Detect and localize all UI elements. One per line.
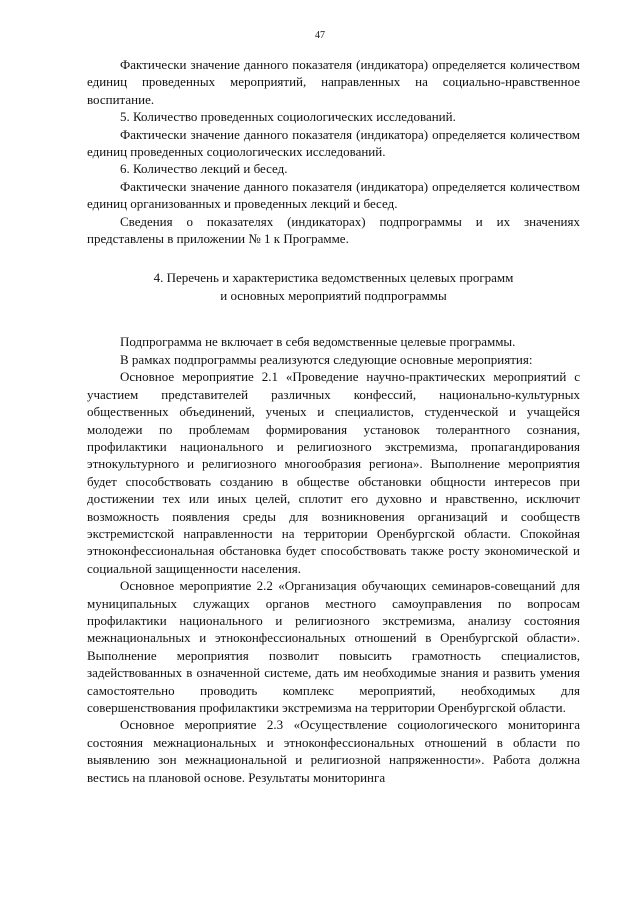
list-item-6: 6. Количество лекций и бесед. bbox=[120, 161, 288, 177]
section-heading-line-1: 4. Перечень и характеристика ведомственных целевых программ bbox=[153, 270, 514, 286]
page-number: 47 bbox=[315, 30, 325, 41]
section-heading bbox=[87, 269, 580, 305]
document-body bbox=[87, 56, 580, 786]
paragraph-measure-2-2: Основное мероприятие 2.2 «Организация обучающих семинаров-совещаний для муниципальных служащих органов местного самоуправления по вопросам профилактики национального и религиозного экстремизма, анализу состояния межнациональных и этноконфессиональных отношений в Оренбургской области». Выполнение мероприятия позволит повысить грамотность специалистов, задействованных в означенной системе, дать им необходимые знания и развить умения самостоятельно проводить комплекс мероприятий, необходимых для совершенствования профилактики экстремизма на территории Оренбургской области. bbox=[87, 578, 580, 715]
paragraph-measure-2-3: Основное мероприятие 2.3 «Осуществление социологического мониторинга состояния межнациональных и этноконфессиональных отношений в области по выявлению зон межнациональной и религиозной напряженности». Работа должна вестись на плановой основе. Результаты мониторинга bbox=[87, 717, 580, 785]
paragraph: Подпрограмма не включает в себя ведомственные целевые программы. bbox=[120, 334, 516, 350]
paragraph: Фактически значение данного показателя (индикатора) определяется количеством единиц проведенных мероприятий, направленных на социально-нравственное воспитание. bbox=[87, 57, 580, 107]
paragraph: Сведения о показателях (индикаторах) подпрограммы и их значениях представлены в приложении № 1 к Программе. bbox=[87, 213, 580, 247]
list-item-5: 5. Количество проведенных социологических исследований. bbox=[120, 109, 456, 125]
paragraph: В рамках подпрограммы реализуются следующие основные мероприятия: bbox=[120, 351, 533, 367]
section-heading-line-2: и основных мероприятий подпрограммы bbox=[220, 288, 447, 304]
paragraph-measure-2-1: Основное мероприятие 2.1 «Проведение научно-практических мероприятий с участием представителей различных конфессий, национально-культурных общественных объединений, ученых и специалистов, студенческой и учащейся молодежи по проблемам формирования установок толерантного сознания, профилактики национального и религиозного экстремизма, пропагандирования этнокультурного и религиозного многообразия региона». Выполнение мероприятия будет способствовать созданию в обществе обстановки общности интересов при достижении тех или иных целей, сплотит его духовно и нравственно, исключит возможность появления среды для возникновения организаций и сообществ экстремистской направленности на территории Оренбургской области. Спокойная этноконфессиональная обстановка будет способствовать также росту экономической и социальной защищенности населения. bbox=[87, 369, 580, 576]
paragraph: Фактически значение данного показателя (индикатора) определяется количеством единиц организованных и проведенных лекций и бесед. bbox=[87, 178, 580, 212]
paragraph: Фактически значение данного показателя (индикатора) определяется количеством единиц проведенных социологических исследований. bbox=[87, 126, 580, 160]
